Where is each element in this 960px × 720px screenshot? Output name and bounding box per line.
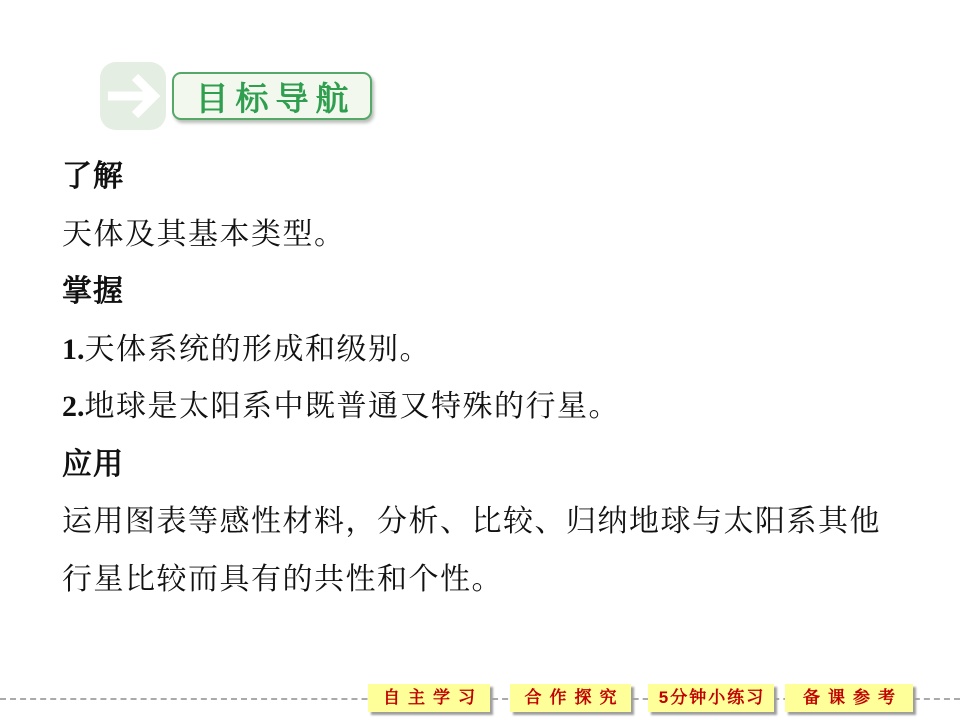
header xyxy=(100,62,372,130)
nav-button-cooperative-inquiry[interactable]: 合作探究 xyxy=(510,684,631,712)
item-number-2: 2. xyxy=(62,390,85,423)
objectives-text xyxy=(62,148,922,608)
right-arrow-icon xyxy=(100,62,166,130)
apply-item-line-1: 运用图表等感性材料，分析、比较、归纳地球与太阳系其他 xyxy=(62,505,881,538)
section-badge-label: 目标导航 xyxy=(195,79,356,117)
master-item-2-text: 地球是太阳系中既普通又特殊的行星。 xyxy=(84,390,620,423)
master-item-1-text: 天体系统的形成和级别。 xyxy=(84,332,431,366)
heading-apply: 应用 xyxy=(62,447,124,481)
apply-item-line-2: 行星比较而具有的共性和个性。 xyxy=(62,562,503,596)
item-number-1: 1. xyxy=(62,332,85,366)
nav-button-lesson-prep-reference[interactable]: 备课参考 xyxy=(785,684,913,712)
heading-know: 了解 xyxy=(62,160,124,193)
heading-master: 掌握 xyxy=(62,275,124,308)
section-badge xyxy=(172,72,372,120)
master-item-1 xyxy=(62,321,922,379)
know-item: 天体及其基本类型。 xyxy=(62,217,346,251)
master-item-2 xyxy=(62,378,922,436)
nav-button-5min-practice[interactable]: 5分钟小练习 xyxy=(648,684,774,712)
nav-button-self-study[interactable]: 自主学习 xyxy=(368,684,490,712)
